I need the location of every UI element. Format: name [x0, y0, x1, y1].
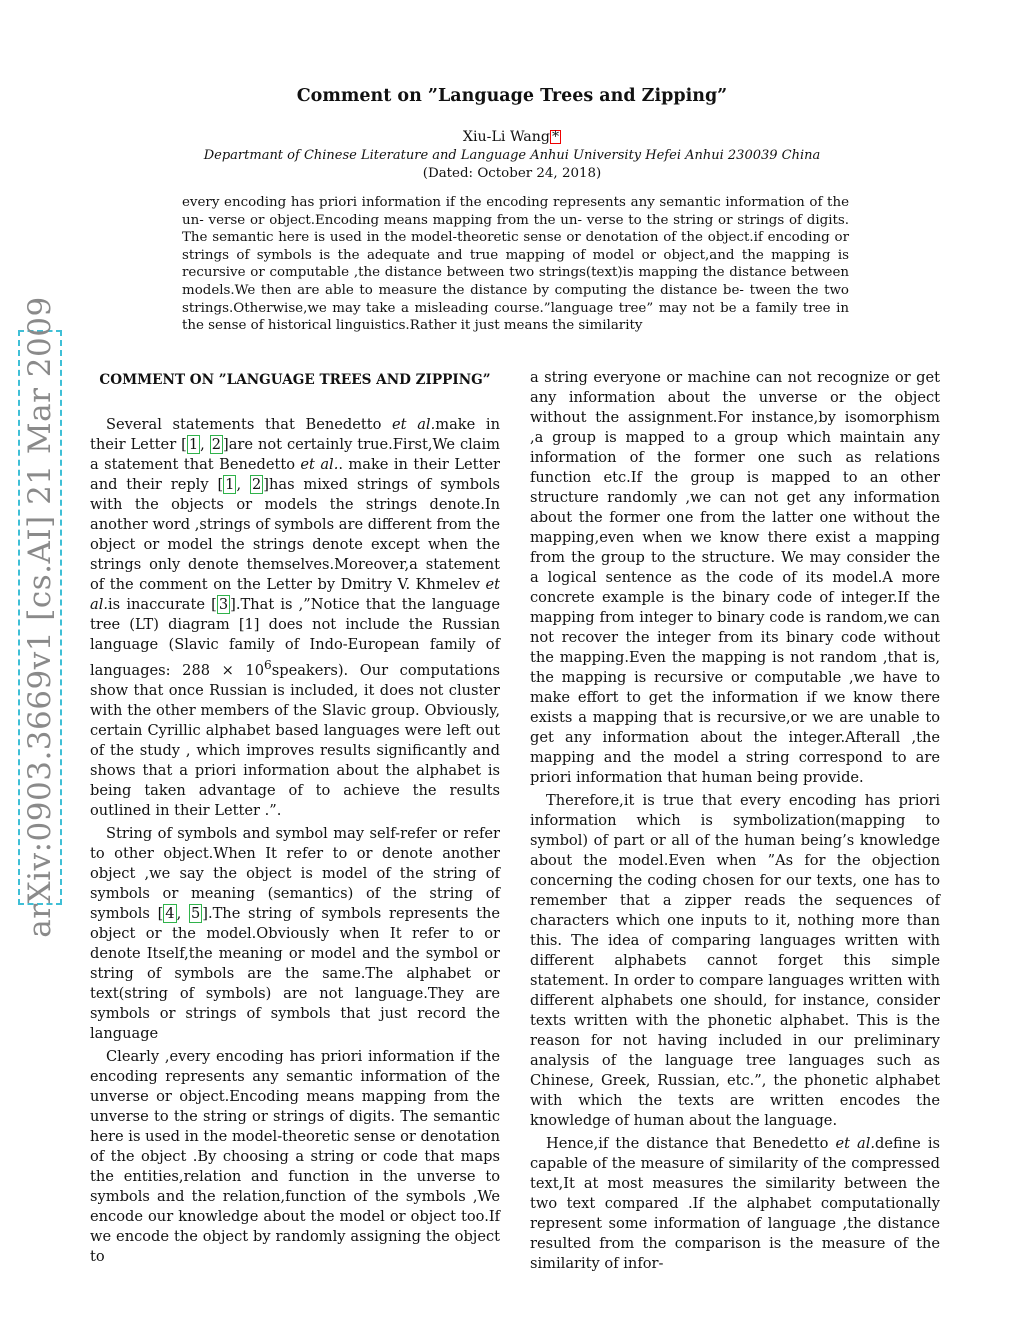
citation-link[interactable]: [ 4 , 5 ]	[157, 904, 208, 922]
arxiv-identifier: arXiv:0903.3669v1 [cs.AI] 21 Mar 2009	[22, 296, 58, 938]
paragraph-2: String of symbols and symbol may self-refer or refer to other object.When It refer to or denote another object ,we say the object is model of the string of symbols or meaning (semantics) of the string of symbols [ 4 , 5 ].The string of symbols represents the object or the model.Obviously when It refer to or denote Itself,the meaning or model and the symbol or string of symbols are the same.The alphabet or text(string of symbols) are not language.They are symbols or strings of symbols that just record the language	[90, 824, 501, 1042]
arxiv-sidebar[interactable]	[18, 296, 68, 938]
abstract: every encoding has priori information if the encoding represents any semantic information of the un- verse or object.Encoding means mapping from the un- verse to the string or strings of digits. The semantic here is used in the model-theoretic sense or denotation of the object.if encoding or strings of symbols is the adequate and true mapping of model or object,and the mapping is recursive or computable ,the distance between two strings(text)is mapping the distance between models.We then are able to measure the distance by computing the distance be- tween the two strings.Otherwise,we may take a misleading course.”language tree” may not be a family tree in the sense of historical linguistics.Rather it just means the similarity	[182, 195, 849, 334]
left-column	[90, 368, 500, 1267]
paragraph-5: Therefore,it is true that every encoding has priori information which is symbolization(mapping to symbol) of part or all of the human being’s knowledge about the model.Even when ”As for the objection concerning the coding chosen for our texts, one has to remember that a zipper reads the sequences of characters which one inputs to it, nothing more than this. The idea of comparing languages written with different alphabets cannot forget this simple statement. In order to compare languages written with different alphabets one should, for instance, consider texts written with the phonetic alphabet. This is the reason for not having included in our preliminary analysis of the language tree languages such as Chinese, Greek, Russian, etc.”, the phonetic alphabet with which the texts are written encodes the knowledge of human about the language.	[530, 792, 940, 1129]
section-heading: COMMENT ON ”LANGUAGE TREES AND ZIPPING”	[99, 372, 491, 388]
paragraph-4: a string everyone or machine can not recognize or get any information about the unverse or the object without the assignment.For instance,by isomorphism ,a group is mapped to a group which maintain any information of the former one such as relations function etc.If the group is mapped to an other structure randomly ,we can not get any information about the former one from the latter one without the mapping,even when we know there exist a mapping from the group to the structure. We may consider the a logical sentence as the code of its model.A more concrete example is the binary code of integer.If the mapping from integer to binary code is random,we can not recover the integer from its binary code without the mapping.Even the mapping is not random ,that is, the mapping is recursive or computable ,we have to make effort to get the information if we know there exists a mapping that is recursive,or we are unable to get any information about the integer.Afterall ,the mapping and the model a string correspond to are priori information that human being provide.	[530, 369, 940, 786]
right-column	[530, 368, 940, 1274]
affiliation: Departmant of Chinese Literature and Language Anhui University Hefei Anhui 230039 China	[203, 148, 821, 163]
paragraph-6: Hence,if the distance that Benedetto et al.define is capable of the measure of similarity of the compressed text,It at most measures the similarity between the two text compared .If the alphabet computationally represent some information of language ,the distance resulted from the comparison is the measure of the similarity of infor-	[530, 1135, 941, 1272]
citation-link[interactable]: [ 3 ]	[211, 596, 236, 613]
paragraph-1: Several statements that Benedetto et al.make in their Letter [ 1 , 2 ]are not certainly true.First,We claim a statement that Benedetto et al.. make in their Letter and their reply [ 1 , 2 ]has mixed strings of symbols with the objects or models the strings denote.In another word ,strings of symbols are different from the object or model the strings denote except when the strings only denote themselves.Moreover,a statement of the comment on the Letter by Dmitry V. Khmelev et al.is inaccurate [ 3 ].That is ,”Notice that the language tree (LT) diagram [1] does not include the Russian language (Slavic family of Indo-European family of languages: $288 \times 10^6speakers$). Our computations show that once Russian is included, it does not cluster with the other members of the Slavic group. Obviously, certain Cyrillic alphabet based languages were left out of the study , which improves results significantly and shows that a priori information about the alphabet is being taken advantage of to achieve the results outlined in their Letter .”.	[90, 416, 500, 819]
author-footnote-link[interactable]: *	[551, 129, 560, 145]
author-line	[0, 129, 1024, 145]
citation-link[interactable]: [ 1 , 2 ]	[181, 436, 229, 453]
citation-link[interactable]: [ 1 , 2 ]	[217, 476, 269, 493]
paper-title: Comment on ”Language Trees and Zipping”	[296, 86, 728, 106]
paragraph-3: Clearly ,every encoding has priori information if the encoding represents any semantic information of the unverse or object.Encoding means mapping from the unverse to the string or strings of digits. The semantic here is used in the model-theoretic sense or denotation of the object .By choosing a string or code that maps the entities,relation and function in the unverse to symbols and the relation,function of the symbols ,We encode our knowledge about the model or object too.If we encode the object by randomly assigning the object to	[90, 1047, 500, 1265]
date-line: (Dated: October 24, 2018)	[422, 166, 602, 181]
author-name: Xiu-Li Wang	[462, 129, 550, 145]
